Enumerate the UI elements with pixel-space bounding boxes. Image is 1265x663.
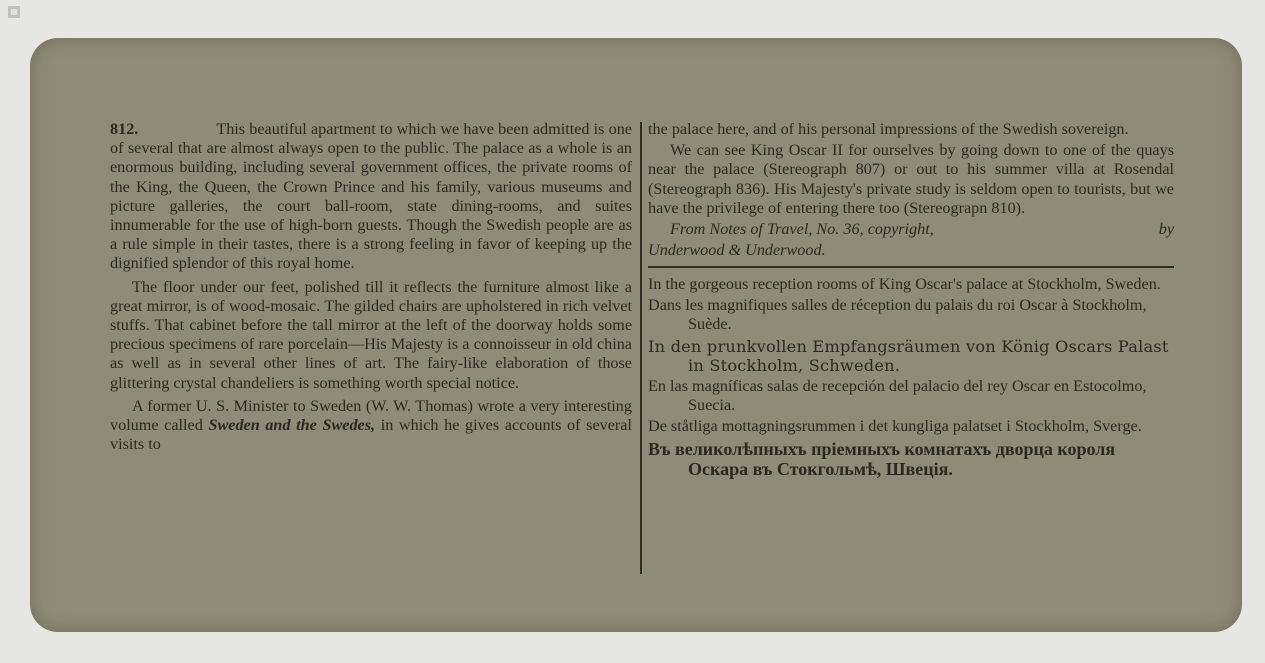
column-divider (640, 122, 642, 574)
caption-german: In den prunkvollen Empfangsräumen von König Oscars Palast in Stockholm, Schweden. (648, 336, 1169, 375)
caption-russian: Въ великолѣпныхъ пріемныхъ комнатахъ дворца короля Оскара въ Стокгольмѣ, Швеція. (648, 438, 1116, 479)
paragraph-1 (110, 120, 632, 274)
paragraph-1-text: This beautiful apartment to which we have been admitted is one of several that are almost always open to the public. The palace as a whole is an enormous building, including several government offices, the private rooms of the King, the Queen, the Crown Prince and his family, various museums and picture galleries, the court ball-room, state dining-rooms, and suites innumerable for the use of high-born guests. Though the Swedish people are as a rule simple in their tastes, there is a strong feeling in favor of keeping up the dignified splendor of this royal home. (110, 120, 632, 273)
caption-spanish: En las magníficas salas de recepción del palacio del rey Oscar en Estocolmo, Suecia. (648, 376, 1147, 415)
credit-by: by (1158, 220, 1174, 239)
paragraph-2: The floor under our feet, polished till it reflects the furniture almost like a great mirror, is of wood-mosaic. The gilded chairs are upholstered in rich velvet stuffs. That cabinet before the tall mirror at the left of the doorway holds some precious specimens of rare porcelain—His Majesty is a connoisseur in old china as well as in several other lines of art. The fairy-like elaboration of those glittering crystal chandeliers is something worth special notice. (110, 277, 632, 392)
paragraph-3-text-b: in which he gives accounts of several visits to (110, 416, 632, 454)
caption-swedish: De ståtliga mottagningsrummen i det kungliga palatset i Stockholm, Sverge. (648, 417, 1142, 436)
caption-english: In the gorgeous reception rooms of King Oscar's palace at Stockholm, Sweden. (648, 274, 1161, 293)
publisher-name: Underwood & Underwood. (648, 241, 826, 260)
card-number: 812. (110, 120, 139, 138)
book-title: Sweden and the Swedes, (208, 416, 376, 435)
paragraph-3 (110, 397, 632, 455)
copyright-credit (648, 220, 1174, 239)
right-column (648, 120, 1174, 481)
caption-french: Dans les magnifiques salles de réception du palais du roi Oscar à Stockholm, Suède. (648, 296, 1147, 334)
paragraph-stereographs: We can see King Oscar II for ourselves by going down to one of the quays near the palace (Stereograph 807) or out to his summer villa at Rosendal (Stereograph 836). His Majesty's private study is seldom open to tourists, but we have the privilege of entering there too (Stereograpn 810). (648, 141, 1174, 217)
paragraph-3-text-a: A former U. S. Minister to Sweden (W. W. Thomas) wrote a very interesting volume called (110, 396, 632, 435)
credit-text: From Notes of Travel, No. 36, copyright, (670, 220, 934, 239)
corner-thumbnail-icon: ▦ (8, 6, 20, 18)
horizontal-rule (648, 266, 1174, 268)
left-column (110, 120, 632, 456)
paragraph-continued: the palace here, and of his personal impressions of the Swedish sovereign. (648, 120, 1129, 138)
